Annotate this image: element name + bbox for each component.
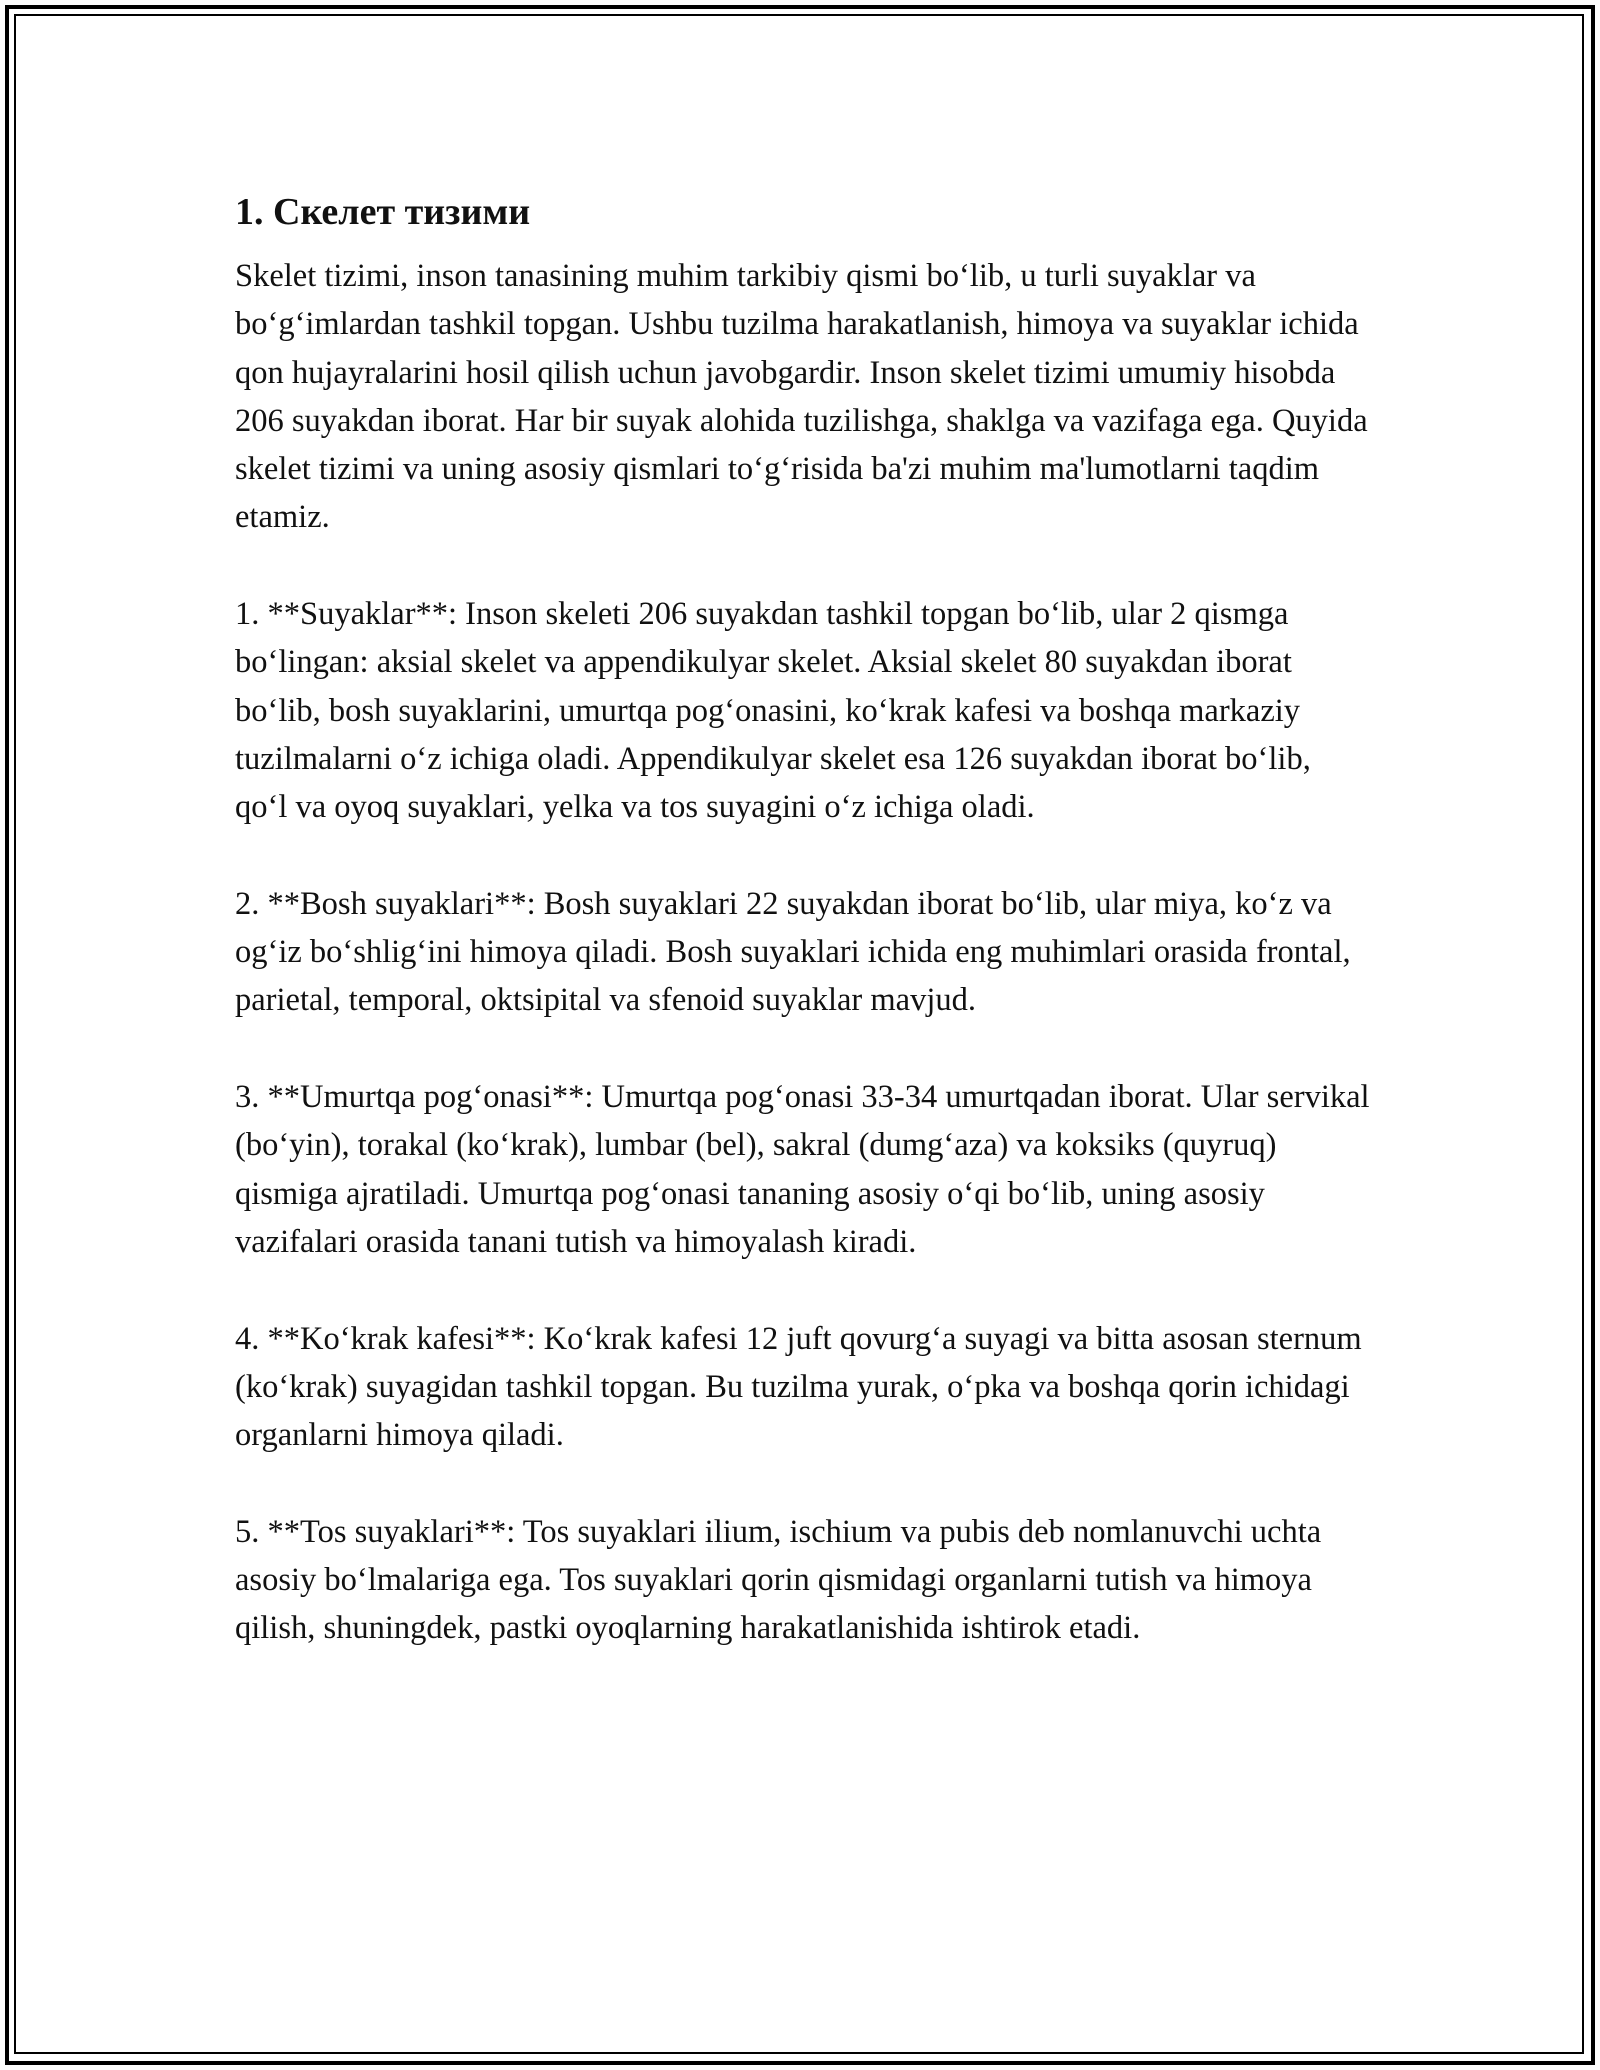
paragraph-rib-cage: 4. **Ko‘krak kafesi**: Ko‘krak kafesi 12 juft qovurg‘a suyagi va bitta asosan sternum (ko‘krak) suyagidan tashkil topgan. Bu tuzilma yurak, o‘pka va boshqa qorin ichidagi organlarni himoya qiladi. — [235, 1320, 1362, 1454]
paragraph-bones: 1. **Suyaklar**: Inson skeleti 206 suyakdan tashkil topgan bo‘lib, ular 2 qismga bo‘lingan: aksial skelet va appendikulyar skelet. Aksial skelet 80 suyakdan iborat bo‘lib, bosh suyaklarini, umurtqa pog‘onasini, ko‘krak kafesi va boshqa markaziy tuzilmalarni o‘z ichiga oladi. Appendikulyar skelet esa 126 suyakdan iborat bo‘lib, qo‘l va oyoq suyaklari, yelka va tos suyagini o‘z ichiga oladi. — [235, 596, 1311, 826]
document-body — [235, 186, 1370, 1701]
intro-paragraph: Skelet tizimi, inson tanasining muhim tarkibiy qismi bo‘lib, u turli suyaklar va bo‘g‘imlardan tashkil topgan. Ushbu tuzilma harakatlanish, himoya va suyaklar ichida qon hujayralarini hosil qilish uchun javobgardir. Inson skelet tizimi umumiy hisobda 206 suyakdan iborat. Har bir suyak alohida tuzilishga, shaklga va vazifaga ega. Quyida skelet tizimi va uning asosiy qismlari to‘g‘risida ba'zi muhim ma'lumotlarni taqdim etamiz. — [235, 258, 1368, 536]
paragraph-spine: 3. **Umurtqa pog‘onasi**: Umurtqa pog‘onasi 33-34 umurtqadan iborat. Ular servikal (bo‘yin), torakal (ko‘krak), lumbar (bel), sakral (dumg‘aza) va koksiks (quyruq) qismiga ajratiladi. Umurtqa pog‘onasi tananing asosiy o‘qi bo‘lib, uning asosiy vazifalari orasida tanani tutish va himoyalash kiradi. — [235, 1079, 1370, 1260]
section-heading: 1. Скелет тизими — [235, 191, 531, 233]
paragraph-skull: 2. **Bosh suyaklari**: Bosh suyaklari 22 suyakdan iborat bo‘lib, ular miya, ko‘z va og‘iz bo‘shlig‘ini himoya qiladi. Bosh suyaklari ichida eng muhimlari orasida frontal, parietal, temporal, oktsipital va sfenoid suyaklar mavjud. — [235, 885, 1351, 1019]
paragraph-pelvis: 5. **Tos suyaklari**: Tos suyaklari ilium, ischium va pubis deb nomlanuvchi uchta asosiy bo‘lmalariga ega. Tos suyaklari qorin qismidagi organlarni tutish va himoya qilish, shuningdek, pastki oyoqlarning harakatlanishida ishtirok etadi. — [235, 1513, 1322, 1647]
